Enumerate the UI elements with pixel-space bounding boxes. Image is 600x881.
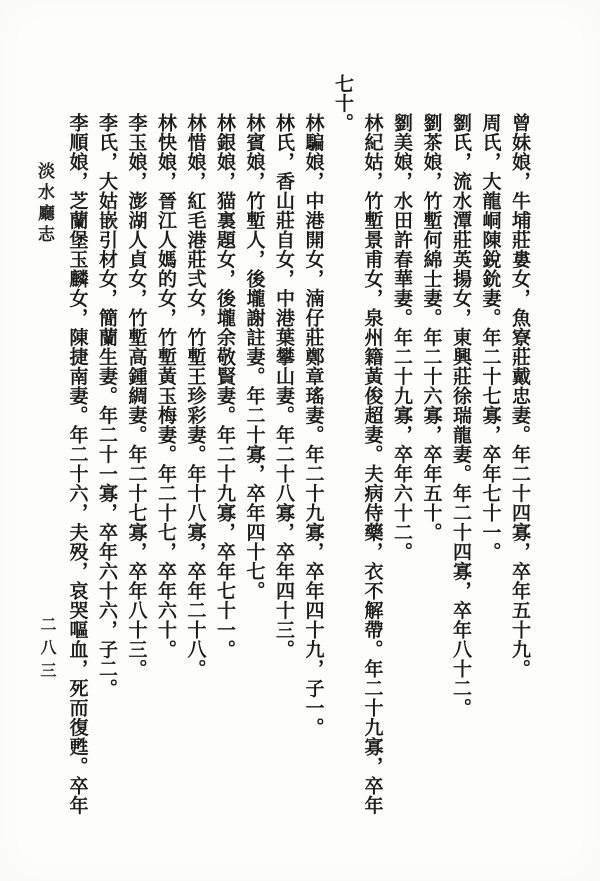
overflow-column: 七十。 xyxy=(332,74,353,133)
book-title: 淡水廳志 xyxy=(35,162,54,246)
entry-column: 林賓娘，竹塹人，後壠謝註妻。年二十寡，卒年四十七。 xyxy=(243,113,265,601)
entry-column: 劉氏，流水潭莊英揚女，東興莊徐瑞龍妻。年二十四寡，卒年八十二。 xyxy=(450,113,471,718)
entry-column: 劉茶娘，竹塹何綿士妻。年二十六寡，卒年五十。 xyxy=(420,113,442,542)
entry-column: 林銀娘，猫裏題女，後壠余敬賢妻。年二十九寡，卒年七十一。 xyxy=(214,113,235,659)
entry-column: 林騙娘，中港開女，湳仔莊鄭章瑤妻。年二十九寡，卒年四十九，子一。 xyxy=(302,113,324,737)
entry-column: 林氏，香山莊自女，中港葉攀山妻。年二十八寡，卒年四十三。 xyxy=(273,113,294,659)
entry-column: 劉美娘，水田許春華妻。年二十九寡，卒年六十二。 xyxy=(391,113,412,562)
entry-column: 林惜娘，紅毛港莊弍女，竹塹王珍彩妻。年十八寡，卒年二十八。 xyxy=(184,113,206,679)
entry-column: 曾妹娘，牛埔莊婁女，魚寮莊戴忠妻。年二十四寡，卒年五十九。 xyxy=(509,113,530,679)
entry-column: 李順娘，芝蘭堡玉麟女，陳捷南妻。年二十六，夫殁，哀哭嘔血，死而復甦。卒年 xyxy=(66,113,88,815)
biography-text-block xyxy=(62,0,534,881)
entry-column: 李氏，大姑嵌引材女，簡蘭生妻。年二十一寡，卒年六十六，子二。 xyxy=(96,113,117,698)
entry-column: 周氏，大龍峒陳銳鈗妻。年二十七寡，卒年七十一。 xyxy=(479,113,501,562)
page-number: 二八三 xyxy=(38,616,55,685)
entry-column: 李玉娘，澎湖人貞女，竹塹高鍾綢妻。年二十七寡，卒年八十三。 xyxy=(125,113,147,679)
entry-column: 林快娘，晉江人媽的女，竹塹黃玉梅妻。年二十七，卒年六十。 xyxy=(155,113,176,659)
entry-column: 林紀姑，竹塹景甫女，泉州籍黃俊超妻。夫病侍藥，衣不解帶。年二十九寡，卒年 xyxy=(361,113,383,815)
